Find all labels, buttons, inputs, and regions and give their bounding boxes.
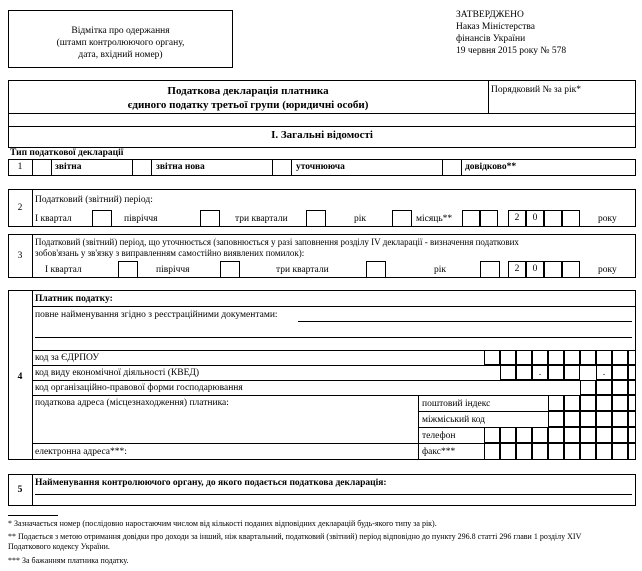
section-1-title: І. Загальні відомості bbox=[271, 129, 373, 141]
fax-cell-9[interactable] bbox=[612, 443, 628, 460]
phone-cell-8[interactable] bbox=[596, 427, 612, 443]
period-year-digit-4[interactable] bbox=[562, 210, 580, 227]
phone-cell-4[interactable] bbox=[532, 427, 548, 443]
intercity-code-cell-2[interactable] bbox=[564, 411, 580, 427]
edrpou-cell-3[interactable] bbox=[516, 350, 532, 365]
approval-line-2: Наказ Міністерства bbox=[456, 22, 535, 32]
postal-index-cell-3[interactable] bbox=[580, 395, 596, 411]
type-reference-label: довідково** bbox=[465, 162, 517, 172]
fax-cell-4[interactable] bbox=[532, 443, 548, 460]
type-new-label: звітна нова bbox=[156, 162, 205, 172]
phone-cell-3[interactable] bbox=[516, 427, 532, 443]
intercity-code-cell-1[interactable] bbox=[548, 411, 564, 427]
legal-form-cell-2[interactable] bbox=[596, 380, 612, 395]
stamp-line-2: (штамп контролюючого органу, bbox=[56, 38, 185, 48]
edrpou-cell-9[interactable] bbox=[612, 350, 628, 365]
clarified-half-year-label: півріччя bbox=[156, 265, 190, 275]
email-label: електронна адреса***: bbox=[35, 447, 127, 457]
legal-form-cell-3[interactable] bbox=[612, 380, 628, 395]
postal-index-cell-6[interactable] bbox=[628, 395, 636, 411]
period-year-digit-3[interactable] bbox=[544, 210, 562, 227]
postal-index-label: поштовий індекс bbox=[422, 399, 491, 409]
kved-cell-3[interactable] bbox=[548, 365, 564, 380]
payer-label: Платник податку: bbox=[35, 294, 113, 304]
intercity-code-label: міжміський код bbox=[422, 415, 486, 425]
edrpou-label: код за ЄДРПОУ bbox=[35, 353, 100, 363]
full-name-label: повне найменування згідно з реєстраційними документами: bbox=[35, 310, 278, 320]
clarified-half-year-checkbox[interactable] bbox=[220, 261, 240, 278]
period-quarter3-checkbox[interactable] bbox=[306, 210, 326, 227]
clarified-year-digit-1: 2 bbox=[514, 264, 520, 274]
footnote-1: * Зазначається номер (послідовно наростаючим числом від кількості поданих відповідних декларацій будь-якого типу за рік). bbox=[8, 519, 437, 528]
stamp-line-1: Відмітка про одержання bbox=[71, 26, 170, 36]
period-year-digit-2: 0 bbox=[532, 213, 538, 223]
period-half-year-label: півріччя bbox=[124, 214, 158, 224]
phone-cell-9[interactable] bbox=[612, 427, 628, 443]
controlling-body-label: Найменування контролюючого органу, до якого подається податкова декларація: bbox=[35, 478, 387, 488]
intercity-code-cell-6[interactable] bbox=[628, 411, 636, 427]
controlling-body-line[interactable] bbox=[35, 494, 632, 495]
edrpou-cell-6[interactable] bbox=[564, 350, 580, 365]
fax-cell-5[interactable] bbox=[548, 443, 564, 460]
type-reporting-label: звітна bbox=[55, 162, 82, 172]
phone-cell-7[interactable] bbox=[580, 427, 596, 443]
period-quarter1-checkbox[interactable] bbox=[92, 210, 112, 227]
clarified-year-checkbox[interactable] bbox=[480, 261, 500, 278]
footnote-3: *** За бажанням платника податку. bbox=[8, 556, 129, 565]
phone-label: телефон bbox=[422, 431, 456, 441]
kved-cell-1[interactable] bbox=[500, 365, 516, 380]
phone-cell-5[interactable] bbox=[548, 427, 564, 443]
fax-cell-10[interactable] bbox=[628, 443, 636, 460]
period-year-word: року bbox=[598, 214, 617, 224]
intercity-code-cell-5[interactable] bbox=[612, 411, 628, 427]
clarified-quarter1-label: І квартал bbox=[45, 265, 82, 275]
approval-line-1: ЗАТВЕРДЖЕНО bbox=[456, 10, 524, 20]
period-month-digit-2[interactable] bbox=[480, 210, 498, 227]
postal-index-cell-4[interactable] bbox=[596, 395, 612, 411]
period-quarter1-label: І квартал bbox=[35, 214, 72, 224]
kved-cell-2[interactable] bbox=[516, 365, 532, 380]
kved-label: код виду економічної діяльності (КВЕД) bbox=[35, 368, 200, 378]
fax-cell-8[interactable] bbox=[596, 443, 612, 460]
kved-dot-2: . bbox=[602, 368, 606, 378]
fax-cell-2[interactable] bbox=[500, 443, 516, 460]
period-half-year-checkbox[interactable] bbox=[200, 210, 220, 227]
legal-form-cell-4[interactable] bbox=[628, 380, 636, 395]
edrpou-cell-4[interactable] bbox=[532, 350, 548, 365]
clarified-year-digit-4[interactable] bbox=[562, 261, 580, 278]
fax-cell-3[interactable] bbox=[516, 443, 532, 460]
fax-cell-6[interactable] bbox=[564, 443, 580, 460]
row-3-label-line-2: зобов'язань у зв'язку з виправленням самостійно виявлених помилок): bbox=[35, 248, 305, 258]
order-number-label: Порядковий № за рік* bbox=[491, 85, 582, 95]
phone-cell-6[interactable] bbox=[564, 427, 580, 443]
clarified-quarter3-label: три квартали bbox=[276, 265, 329, 275]
decl-type-label: Тип податкової декларації bbox=[10, 148, 124, 158]
postal-index-cell-5[interactable] bbox=[612, 395, 628, 411]
intercity-code-cell-4[interactable] bbox=[596, 411, 612, 427]
type-checkbox-new[interactable] bbox=[132, 159, 152, 176]
postal-index-cell-1[interactable] bbox=[548, 395, 564, 411]
row-4-num: 4 bbox=[17, 372, 23, 382]
period-quarter3-label: три квартали bbox=[235, 214, 288, 224]
full-name-line-2[interactable] bbox=[35, 337, 632, 338]
row-3-label-line-1: Податковий (звітний) період, що уточнюється (заповнюється у разі заповнення розділу IV декларації - визначення податкових bbox=[35, 237, 519, 247]
type-checkbox-reference[interactable] bbox=[442, 159, 462, 176]
clarified-year-label: рік bbox=[434, 265, 447, 275]
intercity-code-cell-3[interactable] bbox=[580, 411, 596, 427]
phone-cell-10[interactable] bbox=[628, 427, 636, 443]
row-3-num: 3 bbox=[17, 251, 23, 261]
row-5-num: 5 bbox=[17, 485, 23, 495]
approval-line-3: фінансів України bbox=[456, 34, 526, 44]
edrpou-cell-7[interactable] bbox=[580, 350, 596, 365]
row-2-num: 2 bbox=[17, 203, 23, 213]
clarified-quarter1-checkbox[interactable] bbox=[118, 261, 138, 278]
period-year-digit-1: 2 bbox=[514, 213, 520, 223]
address-label: податкова адреса (місцезнаходження) платника: bbox=[35, 398, 229, 408]
row-1-num: 1 bbox=[17, 162, 23, 172]
phone-cell-1[interactable] bbox=[484, 427, 500, 443]
footnote-2-line-2: Податкового кодексу України. bbox=[8, 542, 110, 551]
edrpou-cell-2[interactable] bbox=[500, 350, 516, 365]
type-checkbox-reporting[interactable] bbox=[32, 159, 52, 176]
kved-cell-4[interactable] bbox=[564, 365, 580, 380]
clarified-year-word: року bbox=[598, 265, 617, 275]
row-2-label: Податковий (звітний) період: bbox=[35, 195, 153, 205]
period-year-checkbox[interactable] bbox=[392, 210, 412, 227]
footnote-2-line-1: ** Подається з метою отримання довідки про доходи за інший, ніж квартальний, податковий (звітний) період відповідно до пункту 296.8 статті 296 глави 1 розділу XIV bbox=[8, 532, 582, 541]
kved-cell-5[interactable] bbox=[612, 365, 628, 380]
type-checkbox-clarifying[interactable] bbox=[272, 159, 292, 176]
form-title-line-2: єдиного податку третьої групи (юридичні особи) bbox=[127, 99, 369, 111]
stamp-line-3: дата, вхідний номер) bbox=[78, 50, 163, 60]
period-month-label: місяць** bbox=[416, 214, 453, 224]
approval-line-4: 19 червня 2015 року № 578 bbox=[456, 46, 567, 56]
edrpou-cell-8[interactable] bbox=[596, 350, 612, 365]
edrpou-cell-5[interactable] bbox=[548, 350, 564, 365]
phone-cell-2[interactable] bbox=[500, 427, 516, 443]
postal-index-cell-2[interactable] bbox=[564, 395, 580, 411]
fax-cell-7[interactable] bbox=[580, 443, 596, 460]
full-name-line-1[interactable] bbox=[298, 321, 632, 322]
edrpou-cell-10[interactable] bbox=[628, 350, 636, 365]
fax-cell-1[interactable] bbox=[484, 443, 500, 460]
kved-dot-1: . bbox=[538, 368, 542, 378]
kved-cell-6[interactable] bbox=[628, 365, 636, 380]
fax-label: факс*** bbox=[422, 447, 456, 457]
legal-form-label: код організаційно-правової форми господарювання bbox=[35, 383, 243, 393]
type-clarifying-label: уточнююча bbox=[296, 162, 345, 172]
clarified-year-digit-3[interactable] bbox=[544, 261, 562, 278]
period-year-label: рік bbox=[354, 214, 367, 224]
clarified-quarter3-checkbox[interactable] bbox=[366, 261, 386, 278]
legal-form-cell-1[interactable] bbox=[580, 380, 596, 395]
period-month-digit-1[interactable] bbox=[462, 210, 480, 227]
clarified-year-digit-2: 0 bbox=[532, 264, 538, 274]
form-title-line-1: Податкова декларація платника bbox=[167, 85, 329, 97]
edrpou-cell-1[interactable] bbox=[484, 350, 500, 365]
